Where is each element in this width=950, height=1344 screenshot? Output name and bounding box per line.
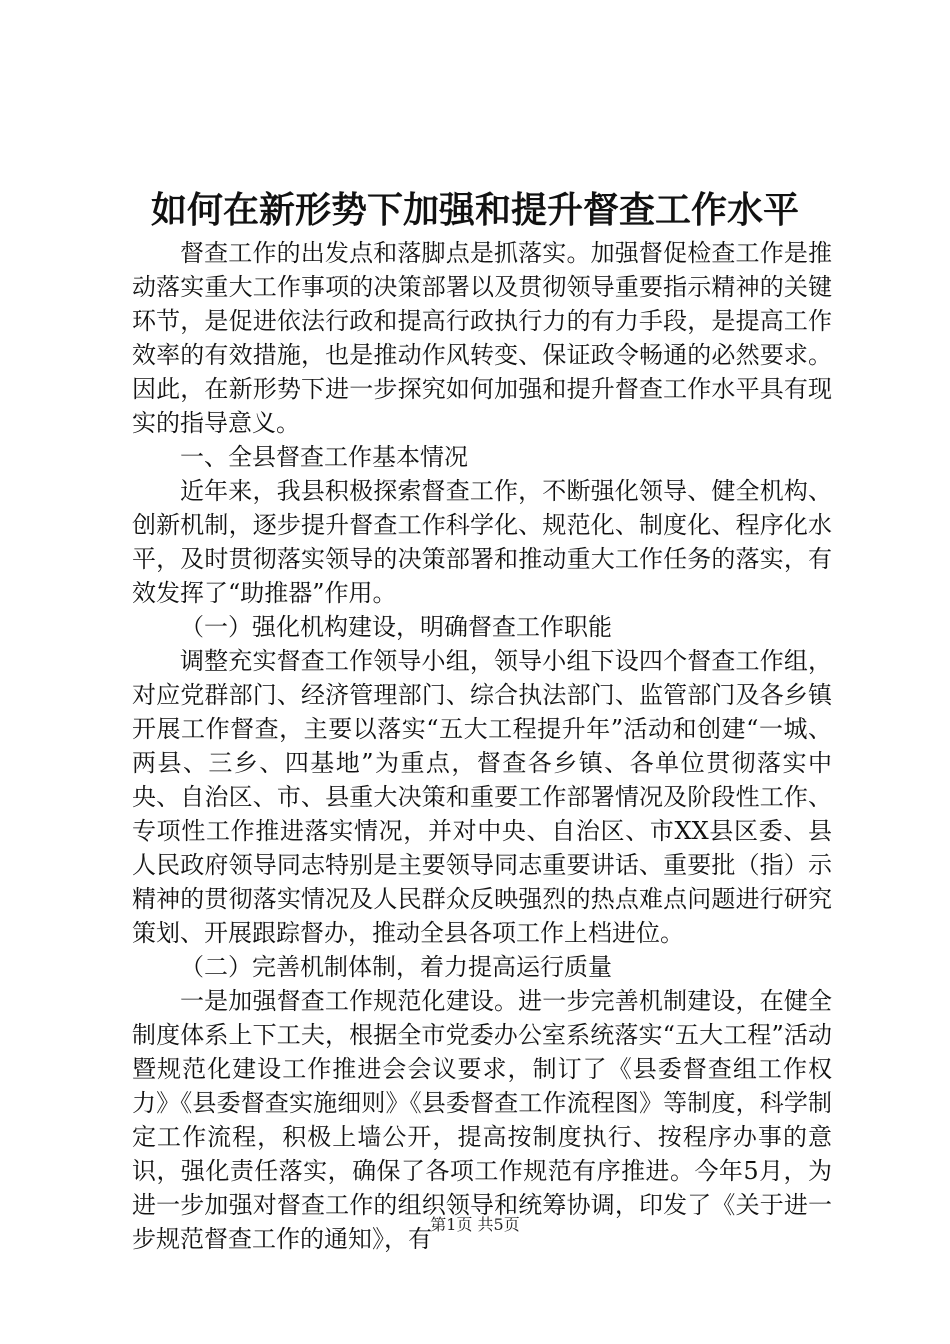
document-body xyxy=(132,236,832,1256)
subsection-heading-2: （二）完善机制体制，着力提高运行质量 xyxy=(180,953,612,981)
paragraph-mechanism: 一是加强督查工作规范化建设。进一步完善机制建设，在健全制度体系上下工夫，根据全市党委办公室系统落实“五大工程”活动暨规范化建设工作推进会会议要求，制订了《县委督查组工作权力》《县委督查实施细则》《县委督查工作流程图》等制度，科学制定工作流程，积极上墙公开，提高按制度执行、按程序办事的意识，强化责任落实，确保了各项工作规范有序推进。今年5月，为进一步加强对督查工作的组织领导和统筹协调，印发了《关于进一步规范督查工作的通知》，有 xyxy=(132,987,832,1253)
page-footer: 第1页 共5页 xyxy=(430,1215,520,1234)
document-title: 如何在新形势下加强和提升督查工作水平 xyxy=(150,189,799,231)
paragraph-intro: 督查工作的出发点和落脚点是抓落实。加强督促检查工作是推动落实重大工作事项的决策部署以及贯彻领导重要指示精神的关键环节，是促进依法行政和提高行政执行力的有力手段，是提高工作效率的有效措施，也是推动作风转变、保证政令畅通的必然要求。因此，在新形势下进一步探究如何加强和提升督查工作水平具有现实的指导意义。 xyxy=(132,239,832,437)
paragraph-overview: 近年来，我县积极探索督查工作，不断强化领导、健全机构、创新机制，逐步提升督查工作科学化、规范化、制度化、程序化水平，及时贯彻落实领导的决策部署和推动重大工作任务的落实，有效发挥了“助推器”作用。 xyxy=(132,477,832,607)
section-heading-1: 一、全县督查工作基本情况 xyxy=(180,443,468,471)
subsection-heading-1: （一）强化机构建设，明确督查工作职能 xyxy=(180,613,612,641)
paragraph-organization: 调整充实督查工作领导小组，领导小组下设四个督查工作组，对应党群部门、经济管理部门、综合执法部门、监管部门及各乡镇开展工作督查，主要以落实“五大工程提升年”活动和创建“一城、两县、三乡、四基地”为重点，督查各乡镇、各单位贯彻落实中央、自治区、市、县重大决策和重要工作部署情况及阶段性工作、专项性工作推进落实情况，并对中央、自治区、市XX县区委、县人民政府领导同志特别是主要领导同志重要讲话、重要批（指）示精神的贯彻落实情况及人民群众反映强烈的热点难点问题进行研究策划、开展跟踪督办，推动全县各项工作上档进位。 xyxy=(132,647,832,947)
